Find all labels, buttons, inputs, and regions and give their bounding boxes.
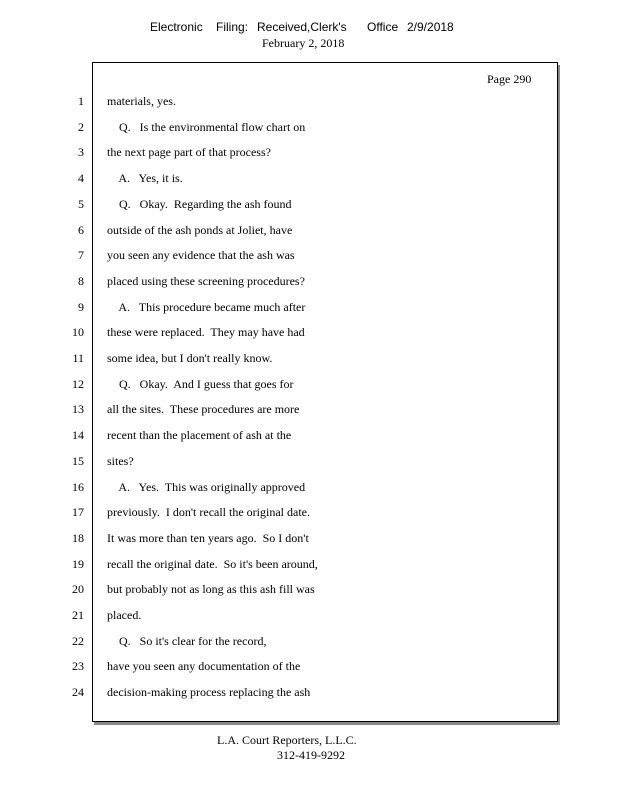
line-text: A. This procedure became much after — [107, 299, 306, 314]
transcript-line — [0, 298, 520, 316]
line-number: 18 — [72, 530, 84, 545]
line-number: 11 — [72, 351, 84, 365]
transcript-line — [0, 400, 520, 418]
line-number: 5 — [78, 196, 84, 211]
line-number: 13 — [72, 402, 84, 417]
line-number: 1 — [78, 94, 84, 108]
transcript-line — [0, 657, 520, 675]
line-text: materials, yes. — [107, 94, 176, 108]
line-text: previously. I don't recall the original date. — [107, 505, 310, 520]
line-number: 14 — [72, 428, 84, 443]
page-number: Page 290 — [487, 72, 532, 86]
line-text: these were replaced. They may have had — [107, 325, 305, 340]
transcript-line — [0, 143, 520, 161]
transcript-line — [0, 529, 520, 547]
line-number: 24 — [72, 685, 84, 700]
line-text: recent than the placement of ash at the — [107, 428, 292, 443]
line-number: 7 — [78, 248, 84, 263]
transcript-line — [0, 580, 520, 598]
line-text: placed using these screening procedures? — [107, 273, 305, 288]
transcript-line — [0, 375, 520, 393]
transcript-line — [0, 169, 520, 187]
filing-header-electronic: Electronic — [150, 20, 203, 34]
footer-company: L.A. Court Reporters, L.L.C. — [217, 733, 357, 747]
line-number: 22 — [72, 633, 84, 648]
line-text: some idea, but I don't really know. — [107, 351, 273, 365]
line-number: 4 — [78, 171, 84, 186]
transcript-line — [0, 272, 520, 290]
line-text: sites? — [107, 453, 134, 468]
filing-header-office: Office — [367, 20, 399, 34]
line-text: outside of the ash ponds at Joliet, have — [107, 222, 293, 237]
transcript-line — [0, 349, 520, 367]
line-text: A. Yes, it is. — [107, 171, 183, 186]
line-number: 6 — [78, 222, 84, 237]
transcript-line — [0, 246, 520, 264]
line-text: Q. So it's clear for the record, — [107, 633, 267, 648]
filing-header-filing: Filing: — [216, 20, 249, 34]
transcript-line — [0, 195, 520, 213]
line-number: 19 — [72, 556, 84, 571]
line-number: 2 — [78, 119, 84, 134]
transcript-line — [0, 221, 520, 239]
line-number: 23 — [72, 659, 84, 674]
transcript-line — [0, 478, 520, 496]
line-text: A. Yes. This was originally approved — [107, 479, 306, 494]
line-text: have you seen any documentation of the — [107, 659, 301, 674]
line-text: the next page part of that process? — [107, 145, 271, 160]
line-number: 17 — [72, 505, 84, 520]
transcript-line — [0, 683, 520, 701]
transcript-line — [0, 503, 520, 521]
line-number: 21 — [72, 608, 84, 622]
transcript-line — [0, 426, 520, 444]
transcript-line — [0, 92, 520, 110]
document-date: February 2, 2018 — [262, 36, 345, 50]
line-text: placed. — [107, 608, 142, 622]
line-text: Q. Okay. Regarding the ash found — [107, 196, 292, 211]
line-text: all the sites. These procedures are more — [107, 402, 300, 417]
transcript-line — [0, 632, 520, 650]
line-number: 8 — [78, 273, 84, 288]
line-number: 3 — [78, 145, 84, 160]
filing-header — [150, 20, 470, 36]
line-text: decision-making process replacing the ash — [107, 685, 311, 700]
filing-header-date: 2/9/2018 — [407, 20, 454, 34]
line-text: Q. Is the environmental flow chart on — [107, 119, 306, 134]
filing-header-received: Received,Clerk's — [257, 20, 347, 34]
transcript-line — [0, 118, 520, 136]
line-text: Q. Okay. And I guess that goes for — [107, 376, 294, 391]
line-text: but probably not as long as this ash fill was — [107, 582, 315, 597]
transcript-line — [0, 606, 520, 624]
line-text: recall the original date. So it's been around, — [107, 556, 318, 571]
line-number: 9 — [78, 299, 84, 314]
line-number: 20 — [72, 582, 84, 597]
transcript-line — [0, 323, 520, 341]
line-text: It was more than ten years ago. So I don't — [107, 530, 309, 545]
line-number: 15 — [72, 453, 84, 468]
line-number: 16 — [72, 479, 84, 494]
transcript-line — [0, 555, 520, 573]
footer-phone: 312-419-9292 — [277, 748, 345, 762]
line-number: 12 — [72, 376, 84, 391]
line-number: 10 — [72, 325, 84, 340]
line-text: you seen any evidence that the ash was — [107, 248, 295, 263]
transcript-line — [0, 452, 520, 470]
